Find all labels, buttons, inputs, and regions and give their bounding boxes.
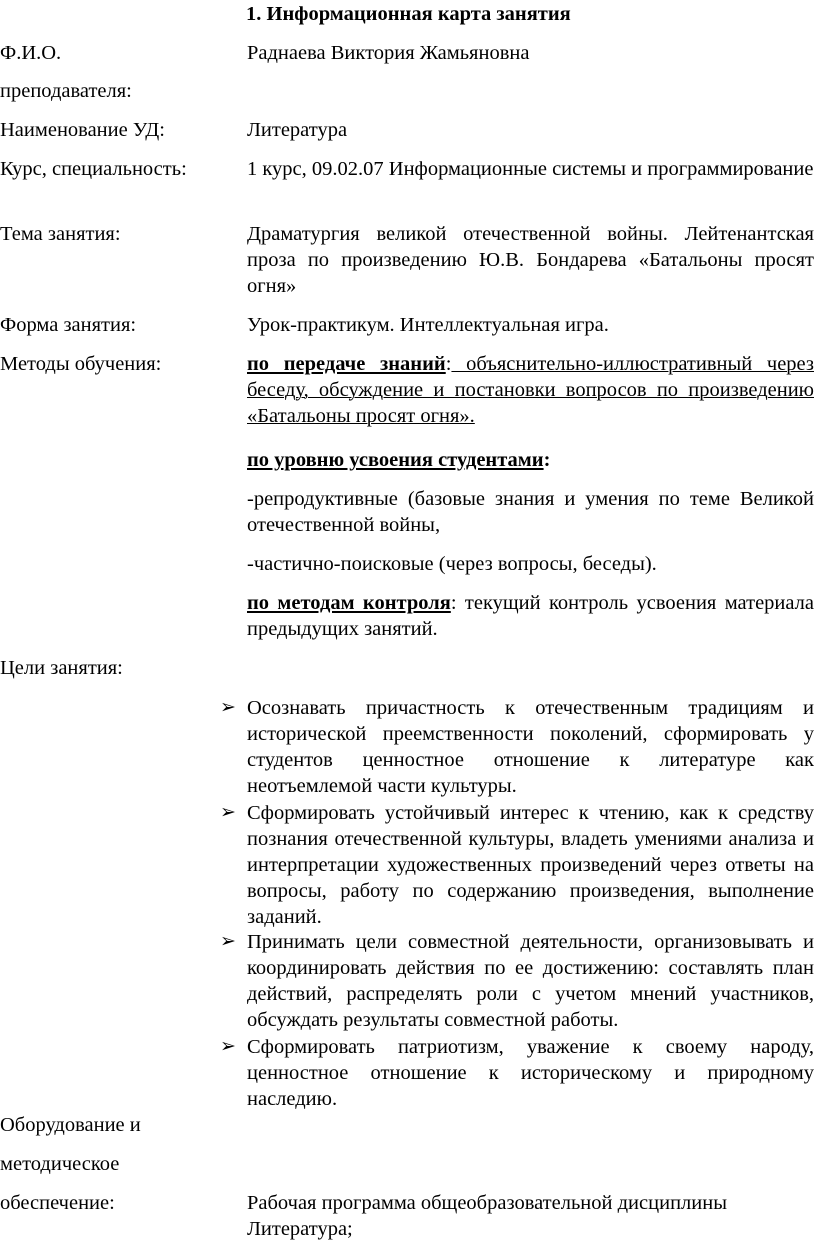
goal-item-4: Сформировать патриотизм, уважение к своему народу, ценностное отношение к историческому и природному наследию. xyxy=(247,1036,814,1110)
form-value: Урок-практикум. Интеллектуальная игра. xyxy=(247,314,609,336)
bullet-arrow-icon: ➢ xyxy=(220,931,236,952)
topic-label: Тема занятия: xyxy=(0,223,121,245)
methods-level xyxy=(247,447,814,473)
methods-transfer-heading: по передаче знаний xyxy=(247,353,446,375)
document-title: 1. Информационная карта занятия xyxy=(246,3,571,25)
equipment-label-line3: обеспечение: xyxy=(0,1192,115,1214)
fio-label-line2: преподавателя: xyxy=(0,80,132,102)
course-value: 1 курс, 09.02.07 Информационные системы и программирование xyxy=(247,158,814,180)
equipment-value: Рабочая программа общеобразовательной дисциплины Литература; xyxy=(247,1192,727,1240)
methods-control-text: текущий контроль усвоения материала предыдущих занятий. xyxy=(247,592,815,640)
goals-label: Цели занятия: xyxy=(0,657,123,679)
bullet-arrow-icon: ➢ xyxy=(220,802,236,823)
equipment-label-line1: Оборудование и xyxy=(0,1114,141,1136)
methods-transfer-colon: : xyxy=(445,353,452,375)
methods-level-item-1: -репродуктивные (базовые знания и умения по теме Великой отечественной войны, xyxy=(247,488,814,536)
methods-transfer xyxy=(247,351,814,429)
goal-item-3: Принимать цели совместной деятельности, организовывать и координировать действия по ее достижению: составлять план действий, распределять роли с учетом мнений участников, обсуждать результаты совместной работы. xyxy=(247,931,814,1031)
fio-label-line1: Ф.И.О. xyxy=(0,42,62,64)
goal-item-2: Сформировать устойчивый интерес к чтению, как к средству познания отечественной культуры, владеть умениями анализа и интерпретации художественных произведений через ответы на вопросы, работу по содержанию произведения, выполнение заданий. xyxy=(247,802,814,928)
methods-level-heading: по уровню усвоения студентами xyxy=(247,449,544,471)
methods-control-heading: по методам контроля xyxy=(247,592,451,614)
methods-transfer-text: объяснительно-иллюстративный через беседу, обсуждение и постановки вопросов по произведению «Батальоны просят огня». xyxy=(247,353,814,427)
goal-item-1: Осознавать причастность к отечественным традициям и исторической преемственности поколений, сформировать у студентов ценностное отношение к литературе как неотъемлемой части культуры. xyxy=(247,697,814,797)
methods-control-colon: : xyxy=(450,592,457,614)
equipment-label-line2: методическое xyxy=(0,1153,120,1175)
methods-level-colon: : xyxy=(543,449,551,471)
bullet-arrow-icon: ➢ xyxy=(220,1036,236,1057)
fio-value: Раднаева Виктория Жамьяновна xyxy=(247,42,530,64)
methods-label: Методы обучения: xyxy=(0,353,162,375)
methods-control xyxy=(247,590,814,642)
discipline-label: Наименование УД: xyxy=(0,119,165,141)
bullet-arrow-icon: ➢ xyxy=(220,697,236,718)
topic-value: Драматургия великой отечественной войны. Лейтенантская проза по произведению Ю.В. Бондарева «Батальоны просят огня» xyxy=(247,223,814,297)
methods-level-item-2: -частично-поисковые (через вопросы, беседы). xyxy=(247,553,657,575)
form-label: Форма занятия: xyxy=(0,314,137,336)
discipline-value: Литература xyxy=(247,119,348,141)
course-label: Курс, специальность: xyxy=(0,158,187,180)
